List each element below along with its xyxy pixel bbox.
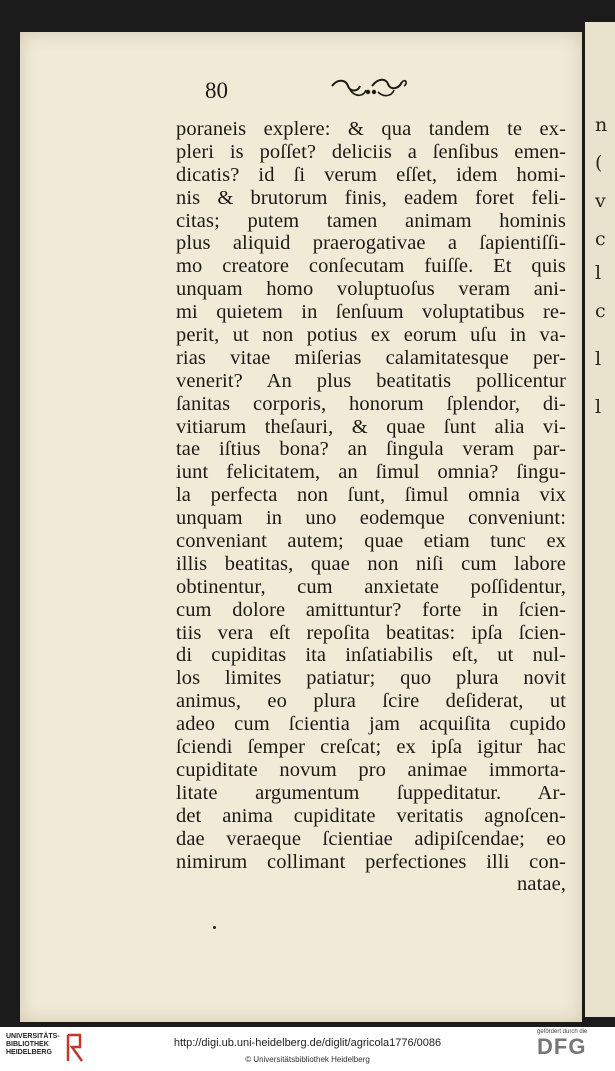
text-line: plus aliquid praerogativae a ſapientiſſi-: [176, 232, 566, 255]
text-line: ſanitas corporis, honorum ſplendor, di-: [176, 392, 566, 415]
funder-caption: gefördert durch die: [537, 1029, 588, 1035]
edge-letter: (: [595, 152, 603, 174]
edge-letter: l: [595, 348, 602, 370]
viewer-footer: [0, 1027, 615, 1071]
ink-speck: [213, 926, 216, 929]
funder-logo[interactable]: [537, 1029, 607, 1069]
text-line: ſciendi ſemper creſcat; ex ipſa igitur hac: [176, 736, 566, 759]
edge-letter: l: [595, 396, 602, 418]
text-line: los limites patiatur; quo plura novit: [176, 667, 566, 690]
page-number: 80: [205, 78, 228, 103]
text-line: rias vitae miſerias calamitatesque per-: [176, 346, 566, 369]
library-logo-line: UNIVERSITÄTS-: [6, 1033, 60, 1040]
text-line: perit, ut non potius ex eorum uſu in va-: [176, 324, 566, 347]
text-line: unquam homo voluptuoſus veram ani-: [176, 278, 566, 301]
text-line: dicatis? id ſi verum eſſet, idem homi-: [176, 163, 566, 186]
text-line: iunt felicitatem, an ſimul omnia? ſingu-: [176, 461, 566, 484]
text-line: di cupiditas ita inſatiabilis eſt, ut nul-: [176, 644, 566, 667]
ornament-icon: [328, 76, 410, 100]
text-line: tiis vera eſt repoſita beatitas: ipſa ſcien-: [176, 621, 566, 644]
text-line: mo creatore conſecutam fuiſſe. Et quis: [176, 255, 566, 278]
funder-logo-text: DFG: [537, 1034, 587, 1059]
text-line: nimirum collimant perfectiones illi con-: [176, 850, 566, 873]
text-line: adeo cum ſcientia jam acquiſita cupido: [176, 713, 566, 736]
text-line: det anima cupiditate veritatis agnoſcen-: [176, 804, 566, 827]
text-line: venerit? An plus beatitatis pollicentur: [176, 369, 566, 392]
text-line: illis beatitas, quae non niſi cum labore: [176, 552, 566, 575]
text-line: la perfecta non ſunt, ſimul omnia vix: [176, 484, 566, 507]
copyright-text: © Universitätsbibliothek Heidelberg: [245, 1055, 370, 1064]
text-line: litate argumentum ſuppeditatur. Ar-: [176, 781, 566, 804]
next-page-edge: [585, 22, 615, 1017]
body-text: [176, 118, 566, 896]
text-line: citas; putem tamen animam hominis: [176, 209, 566, 232]
library-logo-line: BIBLIOTHEK: [6, 1041, 49, 1048]
text-line: conveniant autem; quae etiam tunc ex: [176, 530, 566, 553]
edge-letter: c: [595, 228, 606, 250]
text-line: obtinentur, cum anxietate poſſidentur,: [176, 575, 566, 598]
text-line: poraneis explere: & qua tandem te ex-: [176, 118, 566, 140]
text-line: dae veraeque ſcientiae adipiſcendae; eo: [176, 827, 566, 850]
page-url-link[interactable]: http://digi.ub.uni-heidelberg.de/diglit/agricola1776/0086: [173, 1037, 442, 1049]
text-line: unquam in uno eodemque conveniunt:: [176, 507, 566, 530]
text-line: mi quietem in ſenſuum voluptatibus re-: [176, 301, 566, 324]
text-line: tae iſtius bona? an ſingula veram par-: [176, 438, 566, 461]
text-line: vitiarum theſauri, & quae ſunt alia vi-: [176, 415, 566, 438]
edge-letter: n: [595, 114, 608, 136]
text-line: animus, eo plura ſcire deſiderat, ut: [176, 690, 566, 713]
text-line: pleri is poſſet? deliciis a ſenſibus emen-: [176, 140, 566, 163]
edge-letter: c: [595, 300, 606, 322]
catchword: natae,: [517, 873, 566, 896]
text-line: cum dolore amittuntur? forte in ſcien-: [176, 598, 566, 621]
library-logo-line: HEIDELBERG: [6, 1049, 52, 1056]
edge-letter: v: [595, 190, 606, 212]
edge-letter: l: [595, 262, 602, 284]
text-line: nis & brutorum finis, eadem foret feli-: [176, 186, 566, 209]
text-line: cupiditate novum pro animae immorta-: [176, 758, 566, 781]
